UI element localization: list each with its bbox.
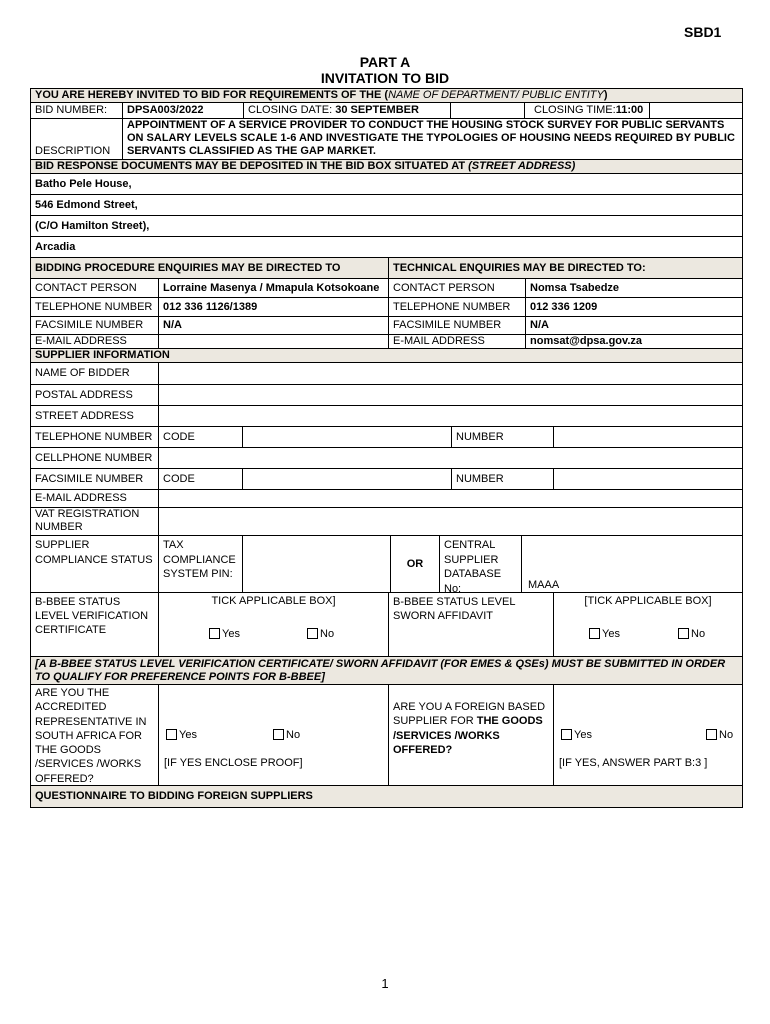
deposit-heading-row xyxy=(31,159,742,173)
address-line-row xyxy=(31,236,742,257)
checkbox-icon[interactable] xyxy=(706,729,717,740)
cellphone-field[interactable] xyxy=(158,448,742,468)
vat-label: VAT REGISTRATION NUMBER xyxy=(35,508,140,533)
bidder-name-row xyxy=(31,362,742,384)
deposit-heading: BID RESPONSE DOCUMENTS MAY BE DEPOSITED IN THE BID BOX SITUATED AT (STREET ADDRESS) xyxy=(35,160,576,172)
bidding-phone-label: TELEPHONE NUMBER xyxy=(35,300,153,313)
supplier-email-label: E-MAIL ADDRESS xyxy=(35,492,127,504)
description-label: DESCRIPTION xyxy=(35,145,111,157)
tax-pin-label: TAX COMPLIANCE SYSTEM PIN: xyxy=(158,536,242,592)
accredited-options xyxy=(158,685,388,785)
csd-prefix: MAAA xyxy=(528,579,560,591)
invite-row xyxy=(31,88,742,102)
technical-contact-label: CONTACT PERSON xyxy=(388,279,525,297)
checkbox-icon[interactable] xyxy=(561,729,572,740)
foreign-question: ARE YOU A FOREIGN BASED SUPPLIER FOR THE GOODS /SERVICES /WORKS OFFERED? xyxy=(388,685,553,785)
checkbox-icon[interactable] xyxy=(678,628,689,639)
page-number: 1 xyxy=(381,976,389,991)
bidding-email-label: E-MAIL ADDRESS xyxy=(35,335,127,347)
csd-field[interactable] xyxy=(521,536,742,592)
technical-contact-value: Nomsa Tsabedze xyxy=(525,279,742,297)
postal-address-label: POSTAL ADDRESS xyxy=(35,388,133,401)
questionnaire-heading: QUESTIONNAIRE TO BIDDING FOREIGN SUPPLIERS xyxy=(35,790,313,802)
technical-email-label: E-MAIL ADDRESS xyxy=(388,335,525,348)
compliance-row xyxy=(31,535,742,592)
checkbox-icon[interactable] xyxy=(273,729,284,740)
technical-phone-label: TELEPHONE NUMBER xyxy=(388,298,525,316)
address-line-row xyxy=(31,215,742,236)
bbbee-affidavit-no[interactable]: No xyxy=(678,628,705,641)
postal-address-row xyxy=(31,384,742,405)
form-title: INVITATION TO BID xyxy=(320,70,450,86)
bid-number-row xyxy=(31,102,742,118)
supplier-heading: SUPPLIER INFORMATION xyxy=(35,349,170,361)
fax-code-field[interactable] xyxy=(242,469,451,489)
bidding-fax-label: FACSIMILE NUMBER xyxy=(35,319,144,331)
vat-row xyxy=(31,507,742,535)
fax-number-label: NUMBER xyxy=(451,469,553,489)
supplier-phone-label: TELEPHONE NUMBER xyxy=(35,430,153,443)
questionnaire-row xyxy=(31,785,742,808)
email-row xyxy=(31,334,742,348)
page-title xyxy=(0,54,770,86)
street-address-field[interactable] xyxy=(158,406,742,426)
address-line-row xyxy=(31,173,742,194)
foreign-options xyxy=(553,685,742,785)
technical-enquiries-heading: TECHNICAL ENQUIRIES MAY BE DIRECTED TO: xyxy=(388,258,742,278)
description-text: APPOINTMENT OF A SERVICE PROVIDER TO CONDUCT THE HOUSING STOCK SURVEY FOR PUBLIC SERVANTS ON SALARY LEVELS SCALE 1-6 AND INVESTIGATE THE TYPOLOGIES OF HOUSING NEEDS REQUIRED BY PUBLIC SERVANTS CLASSIFIED AS THE GAP MARKET. xyxy=(122,119,742,159)
notice-row xyxy=(31,656,742,684)
cellphone-row xyxy=(31,447,742,468)
telephone-row xyxy=(31,297,742,316)
bbbee-affidavit-tick: [TICK APPLICABLE BOX] xyxy=(584,595,712,607)
technical-fax-label: FACSIMILE NUMBER xyxy=(388,317,525,334)
description-row xyxy=(31,118,742,159)
closing-date: CLOSING DATE: 30 SEPTEMBER xyxy=(243,103,450,118)
phone-number-label: NUMBER xyxy=(451,427,553,447)
vat-field[interactable] xyxy=(158,508,742,535)
foreign-no[interactable]: No xyxy=(706,729,733,742)
accredited-yes[interactable]: Yes xyxy=(166,729,197,742)
bidding-fax-value: N/A xyxy=(158,317,388,334)
address-line-row xyxy=(31,194,742,215)
bidding-phone-value: 012 336 1126/1389 xyxy=(158,298,388,316)
bbbee-cert-yes[interactable]: Yes xyxy=(209,628,240,641)
fax-code-label: CODE xyxy=(158,469,242,489)
accredited-question: ARE YOU THE ACCREDITED REPRESENTATIVE IN SOUTH AFRICA FOR THE GOODS /SERVICES /WORKS OFFERED? xyxy=(35,687,147,785)
invite-heading: YOU ARE HEREBY INVITED TO BID FOR REQUIREMENTS OF THE (NAME OF DEPARTMENT/ PUBLIC ENTITY) xyxy=(35,89,608,101)
phone-number-field[interactable] xyxy=(553,427,742,447)
foreign-note: [IF YES, ANSWER PART B:3 ] xyxy=(559,757,708,769)
bbbee-cert-no[interactable]: No xyxy=(307,628,334,641)
checkbox-icon[interactable] xyxy=(166,729,177,740)
supplier-email-field[interactable] xyxy=(158,490,742,507)
address-line-1: Batho Pele House, xyxy=(35,177,132,190)
supplier-heading-row xyxy=(31,348,742,362)
technical-email-value: nomsat@dpsa.gov.za xyxy=(525,335,742,348)
closing-time: CLOSING TIME:11:00 xyxy=(524,103,649,118)
checkbox-icon[interactable] xyxy=(307,628,318,639)
closing-time-divider xyxy=(649,103,658,118)
accredited-note: [IF YES ENCLOSE PROOF] xyxy=(164,757,303,769)
street-address-label: STREET ADDRESS xyxy=(35,409,134,422)
bidding-enquiries-heading: BIDDING PROCEDURE ENQUIRIES MAY BE DIRECTED TO xyxy=(35,261,341,274)
bbbee-affidavit-label: B-BBEE STATUS LEVEL SWORN AFFIDAVIT xyxy=(388,593,553,656)
address-line-3: (C/O Hamilton Street), xyxy=(35,219,150,232)
postal-address-field[interactable] xyxy=(158,385,742,405)
bbbee-row xyxy=(31,592,742,656)
technical-fax-value: N/A xyxy=(525,317,742,334)
bbbee-notice: [A B-BBEE STATUS LEVEL VERIFICATION CERTIFICATE/ SWORN AFFIDAVIT (FOR EMES & QSEs) MUST BE SUBMITTED IN ORDER TO QUALIFY FOR PREFERENCE POINTS FOR B-BBEE] xyxy=(35,658,726,683)
supplier-fax-label: FACSIMILE NUMBER xyxy=(35,472,144,485)
phone-code-field[interactable] xyxy=(242,427,451,447)
bidder-name-field[interactable] xyxy=(158,363,742,384)
checkbox-icon[interactable] xyxy=(209,628,220,639)
street-address-row xyxy=(31,405,742,426)
accredited-no[interactable]: No xyxy=(273,729,300,742)
bidder-name-label: NAME OF BIDDER xyxy=(35,367,130,379)
form-code: SBD1 xyxy=(684,24,722,40)
closing-date-blank[interactable] xyxy=(450,103,524,118)
bidding-contact-value: Lorraine Masenya / Mmapula Kotsokoane xyxy=(158,279,388,297)
enquiries-heading-row xyxy=(31,257,742,278)
tax-pin-field[interactable] xyxy=(242,536,390,592)
bbbee-cert-label: B-BBEE STATUS LEVEL VERIFICATION CERTIFICATE xyxy=(35,596,149,636)
bid-number-value: DPSA003/2022 xyxy=(122,103,243,118)
contact-person-row xyxy=(31,278,742,297)
bid-form xyxy=(30,88,743,808)
bid-number-label: BID NUMBER: xyxy=(35,104,108,116)
foreign-yes[interactable]: Yes xyxy=(561,729,592,742)
phone-code-label: CODE xyxy=(158,427,242,447)
accredited-row xyxy=(31,684,742,785)
supplier-phone-row xyxy=(31,426,742,447)
bbbee-cert-options xyxy=(158,593,388,656)
or-label: OR xyxy=(390,536,439,592)
fax-number-field[interactable] xyxy=(553,469,742,489)
bbbee-affidavit-yes[interactable]: Yes xyxy=(589,628,620,641)
address-line-4: Arcadia xyxy=(35,240,76,253)
facsimile-row xyxy=(31,316,742,334)
bidding-email-value xyxy=(158,335,388,348)
bidding-contact-label: CONTACT PERSON xyxy=(35,281,137,294)
part-label: PART A xyxy=(359,54,411,70)
address-line-2: 546 Edmond Street, xyxy=(35,198,138,211)
checkbox-icon[interactable] xyxy=(589,628,600,639)
cellphone-label: CELLPHONE NUMBER xyxy=(35,451,153,464)
bbbee-cert-tick: TICK APPLICABLE BOX] xyxy=(211,595,336,607)
supplier-fax-row xyxy=(31,468,742,489)
compliance-label: SUPPLIER COMPLIANCE STATUS xyxy=(35,539,153,566)
bbbee-affidavit-options xyxy=(553,593,742,656)
supplier-email-row xyxy=(31,489,742,507)
csd-label: CENTRAL SUPPLIER DATABASE No: xyxy=(439,536,521,592)
technical-phone-value: 012 336 1209 xyxy=(525,298,742,316)
